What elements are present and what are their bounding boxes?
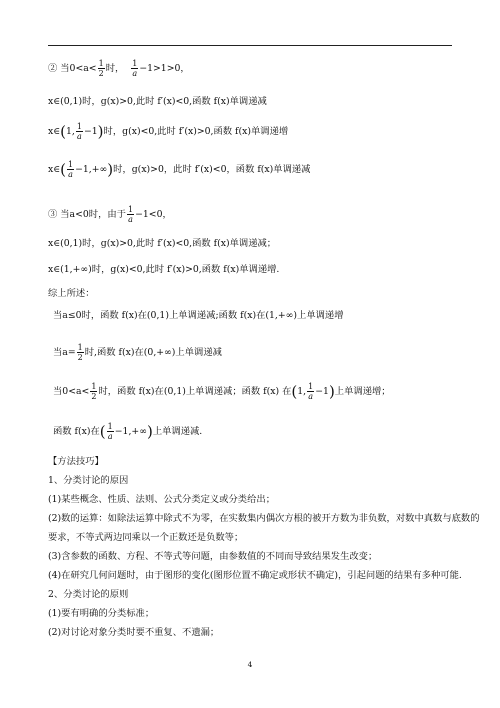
case3-line2: x∈(1,+∞)时，g(x)<0,此时 f′(x)>0,函数 f(x)单调递增. (48, 264, 280, 275)
method-item-8: (2)对讨论对象分类时要不重复、不遗漏； (48, 627, 220, 638)
fraction: $\frac{1}{2}$ (98, 59, 104, 78)
text: ② 当0<a< (48, 63, 97, 74)
summary-line4: 函数 f(x)在( $\frac{1}{a}$ −1,+∞)上单调递减. (53, 422, 203, 441)
method-item-3a: (2)数的运算：如除法运算中除式不为零，在实数集内偶次方根的被开方数为非负数，对数中真数与底数的 (48, 513, 480, 524)
header-rule (48, 45, 452, 46)
text: 时， (105, 63, 125, 74)
summary-line1: 当a≤0时，函数 f(x)在(0,1)上单调递减;函数 f(x)在(1,+∞)上单调递增 (53, 310, 344, 321)
method-item-6: 2、分类讨论的原则 (48, 589, 129, 600)
case2-line1: x∈(0,1)时，g(x)>0,此时 f′(x)<0,函数 f(x)单调递减 (48, 96, 267, 107)
summary-line2: 当a= $\frac{1}{2}$ 时,函数 f(x)在(0,+∞)上单调递减 (53, 343, 222, 362)
page-number: 4 (247, 660, 253, 669)
summary-heading: 综上所述： (48, 288, 95, 299)
method-item-2: (1)某些概念、性质、法则、公式分类定义或分类给出； (48, 494, 275, 505)
method-item-1: 1、分类讨论的原因 (48, 475, 129, 486)
case2-line3: x∈( $\frac{1}{a}$ −1,+∞)时，g(x)>0，此时 f′(x)<0，函数 f(x)单调递减 (48, 160, 311, 179)
summary-line3: 当0<a< $\frac{1}{2}$ 时，函数 f(x)在(0,1)上单调递减；函数 f(x) 在(1, $\frac{1}{a}$ −1)上单调递增； (53, 382, 391, 401)
case2-line2: x∈(1, $\frac{1}{a}$ −1)时，g(x)<0,此时 f′(x)>0,函数 f(x)单调递增 (48, 122, 289, 141)
method-item-7: (1)要有明确的分类标准； (48, 608, 155, 619)
text: −1>1>0， (139, 63, 190, 74)
method-heading: 【方法技巧】 (48, 456, 104, 467)
method-item-3b: 要求，不等式两边同乘以一个正数还是负数等； (48, 532, 244, 543)
case3-header: ③ 当a<0时，由于 $\frac{1}{a}$ −1<0， (48, 205, 172, 224)
method-item-5: (4)在研究几何问题时，由于图形的变化(图形位置不确定或形状不确定)，引起问题的结果有多种可能. (48, 570, 462, 581)
case3-line1: x∈(0,1)时，g(x)>0,此时 f′(x)<0,函数 f(x)单调递减； (48, 238, 277, 249)
fraction: $\frac{1}{a}$ (132, 59, 138, 78)
case2-header (48, 59, 190, 78)
method-item-4: (3)含参数的函数、方程、不等式等问题，由参数值的不同而导致结果发生改变； (48, 551, 378, 562)
